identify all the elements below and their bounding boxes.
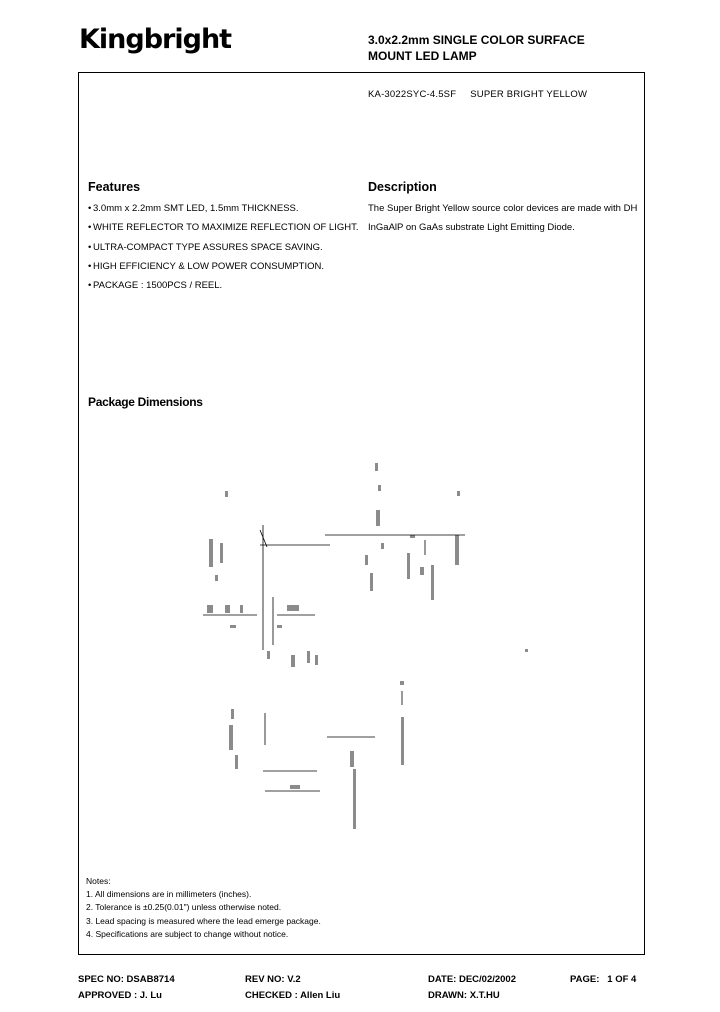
bullet-icon: •	[88, 241, 92, 253]
revision-number: REV NO: V.2	[245, 974, 301, 985]
package-dimensions-heading: Package Dimensions	[88, 395, 203, 409]
bullet-icon: •	[88, 260, 92, 272]
document-date: DATE: DEC/02/2002	[428, 974, 516, 985]
notes-section	[86, 875, 321, 941]
bullet-icon: •	[88, 280, 92, 292]
title-line-2: MOUNT LED LAMP	[368, 49, 477, 63]
document-title	[368, 32, 585, 64]
bullet-icon: •	[88, 222, 92, 234]
spec-number: SPEC NO: DSAB8714	[78, 974, 175, 985]
part-info	[368, 89, 587, 100]
list-item: • PACKAGE : 1500PCS / REEL.	[88, 276, 360, 295]
features-list	[88, 199, 360, 295]
checked-by: CHECKED : Allen Liu	[245, 990, 341, 1001]
list-item: • HIGH EFFICIENCY & LOW POWER CONSUMPTION.	[88, 257, 360, 276]
brand-logo: Kingbright	[79, 24, 232, 55]
approved-by: APPROVED : J. Lu	[78, 990, 162, 1001]
list-item: • 3.0mm x 2.2mm SMT LED, 1.5mm THICKNESS.	[88, 199, 360, 218]
note-item: 1. All dimensions are in millimeters (inches).	[86, 889, 252, 900]
list-item: • WHITE REFLECTOR TO MAXIMIZE REFLECTION OF LIGHT.	[88, 218, 360, 237]
part-number: KA-3022SYC-4.5SF	[368, 89, 457, 100]
description-text: The Super Bright Yellow source color devices are made with DH InGaAlP on GaAs substrate Light Emitting Diode.	[368, 203, 638, 234]
note-item: 2. Tolerance is ±0.25(0.01") unless otherwise noted.	[86, 902, 282, 913]
bullet-icon: •	[88, 203, 92, 214]
note-item: 4. Specifications are subject to change without notice.	[86, 928, 289, 939]
package-dimensions-drawing	[195, 455, 535, 835]
drawn-by: DRAWN: X.T.HU	[428, 990, 500, 1001]
description-heading: Description	[368, 180, 437, 194]
features-heading: Features	[88, 180, 141, 194]
title-line-1: 3.0x2.2mm SINGLE COLOR SURFACE	[368, 33, 585, 47]
note-item: 3. Lead spacing is measured where the lead emerge package.	[86, 915, 321, 926]
page-indicator: PAGE: 1 OF 4	[570, 974, 637, 985]
notes-heading: Notes:	[86, 876, 111, 886]
part-color: SUPER BRIGHT YELLOW	[470, 89, 588, 100]
list-item: • ULTRA-COMPACT TYPE ASSURES SPACE SAVING.	[88, 238, 360, 257]
